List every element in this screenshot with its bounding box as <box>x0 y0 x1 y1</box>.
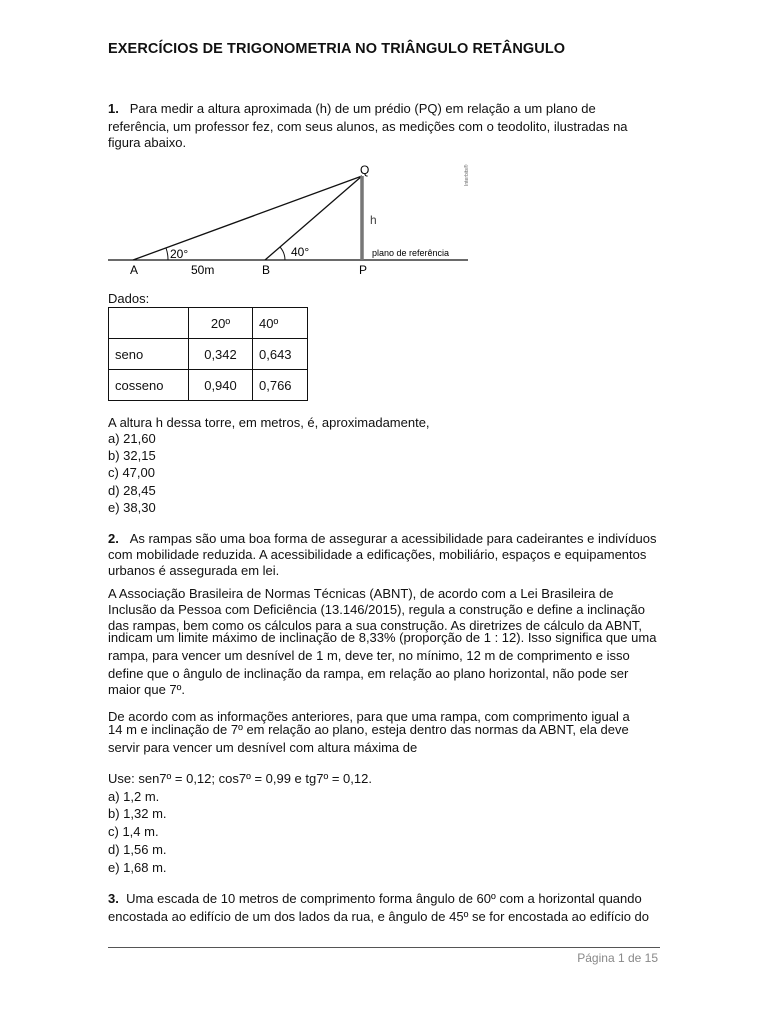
q2-p2-l2: Inclusão da Pessoa com Deficiência (13.146/2015), regula a construção e define a inclinação <box>108 602 645 617</box>
q3-l2: encostada ao edifício de um dos lados da rua, e ângulo de 45º se for encostada ao edifício do <box>108 909 650 924</box>
page-number: Página 1 de 15 <box>577 951 658 965</box>
label-h: h <box>370 213 377 227</box>
page-title: EXERCÍCIOS DE TRIGONOMETRIA NO TRIÂNGULO RETÂNGULO <box>108 41 566 57</box>
angle-a-label: 20° <box>170 247 189 261</box>
dados-table <box>108 307 308 401</box>
q2-p1-l1 <box>108 531 657 547</box>
q2-option-d: d) 1,56 m. <box>108 842 167 857</box>
q2-p2-l1: A Associação Brasileira de Normas Técnicas (ABNT), de acordo com a Lei Brasileira de <box>108 586 614 601</box>
q2-option-e: e) 1,68 m. <box>108 860 167 875</box>
q2-p2-l6: define que o ângulo de inclinação da rampa, em relação ao plano horizontal, não pode ser <box>108 666 629 681</box>
label-a: A <box>130 263 139 277</box>
q2-p1-l2: com mobilidade reduzida. A acessibilidade a edificações, mobiliário, espaços e equipamentos <box>108 547 647 562</box>
label-p: P <box>359 263 368 277</box>
table-header-cell: 40º <box>253 308 308 339</box>
q2-p1-l1-text: As rampas são uma boa forma de assegurar a acessibilidade para cadeirantes e indivíduos <box>129 531 657 546</box>
q1-line3: figura abaixo. <box>108 135 187 150</box>
q2-p3-l2: 14 m e inclinação de 7º em relação ao plano, esteja dentro das normas da ABNT, ela deve <box>108 722 629 737</box>
table-row <box>109 339 308 370</box>
q1-line2: referência, um professor fez, com seus alunos, as medições com o teodolito, ilustradas na <box>108 119 628 134</box>
q3-l1-text: Uma escada de 10 metros de comprimento forma ângulo de 60º com a horizontal quando <box>126 891 642 906</box>
q1-line1 <box>108 101 596 117</box>
q2-p2-l7: maior que 7º. <box>108 682 186 697</box>
line-aq <box>133 176 362 260</box>
dados-label: Dados: <box>108 291 150 306</box>
table-cell: 0,940 <box>189 370 253 401</box>
q2-p1-l3: urbanos é assegurada em lei. <box>108 563 280 578</box>
q2-number: 2. <box>108 531 119 546</box>
table-row <box>109 308 308 339</box>
label-q: Q <box>360 163 370 177</box>
q2-p3-l3: servir para vencer um desnível com altura máxima de <box>108 740 418 755</box>
q1-line1-text: Para medir a altura aproximada (h) de um prédio (PQ) em relação a um plano de <box>129 101 596 116</box>
distance-label: 50m <box>191 263 215 277</box>
angle-arc-a <box>166 248 168 260</box>
q1-option-b: b) 32,15 <box>108 448 156 463</box>
q1-number: 1. <box>108 101 119 116</box>
label-b: B <box>262 263 271 277</box>
q1-figure <box>108 158 472 280</box>
q2-p2-l5: rampa, para vencer um desnível de 1 m, deve ter, no mínimo, 12 m de comprimento e isso <box>108 648 630 663</box>
plane-label: plano de referência <box>372 248 450 258</box>
q1-option-d: d) 28,45 <box>108 483 156 498</box>
q1-option-c: c) 47,00 <box>108 465 155 480</box>
table-cell <box>109 308 189 339</box>
q2-use: Use: sen7º = 0,12; cos7º = 0,99 e tg7º = 0,12. <box>108 771 372 786</box>
table-cell: 0,342 <box>189 339 253 370</box>
table-row <box>109 370 308 401</box>
table-header-cell: 20º <box>189 308 253 339</box>
q1-option-e: e) 38,30 <box>108 500 156 515</box>
table-cell: 0,643 <box>253 339 308 370</box>
angle-arc-b <box>280 247 285 260</box>
q2-option-c: c) 1,4 m. <box>108 824 159 839</box>
q3-number: 3. <box>108 891 119 906</box>
q2-p3-l1: De acordo com as informações anteriores, para que uma rampa, com comprimento igual a <box>108 709 630 724</box>
watermark: Interbits® <box>464 164 470 186</box>
q3-l1 <box>108 891 642 907</box>
table-cell: seno <box>109 339 189 370</box>
q2-option-b: b) 1,32 m. <box>108 806 167 821</box>
footer-divider <box>108 947 660 948</box>
table-cell: 0,766 <box>253 370 308 401</box>
q1-option-a: a) 21,60 <box>108 431 156 446</box>
line-bq <box>265 176 362 260</box>
q2-p2-l4: indicam um limite máximo de inclinação de 8,33% (proporção de 1 : 12). Isso significa que uma <box>108 630 657 645</box>
q2-p2-l3: das rampas, bem como os cálculos para a sua construção. As diretrizes de cálculo da ABNT, <box>108 618 642 633</box>
q1-question: A altura h dessa torre, em metros, é, aproximadamente, <box>108 415 430 430</box>
angle-b-label: 40° <box>291 245 310 259</box>
q2-option-a: a) 1,2 m. <box>108 789 160 804</box>
table-cell: cosseno <box>109 370 189 401</box>
